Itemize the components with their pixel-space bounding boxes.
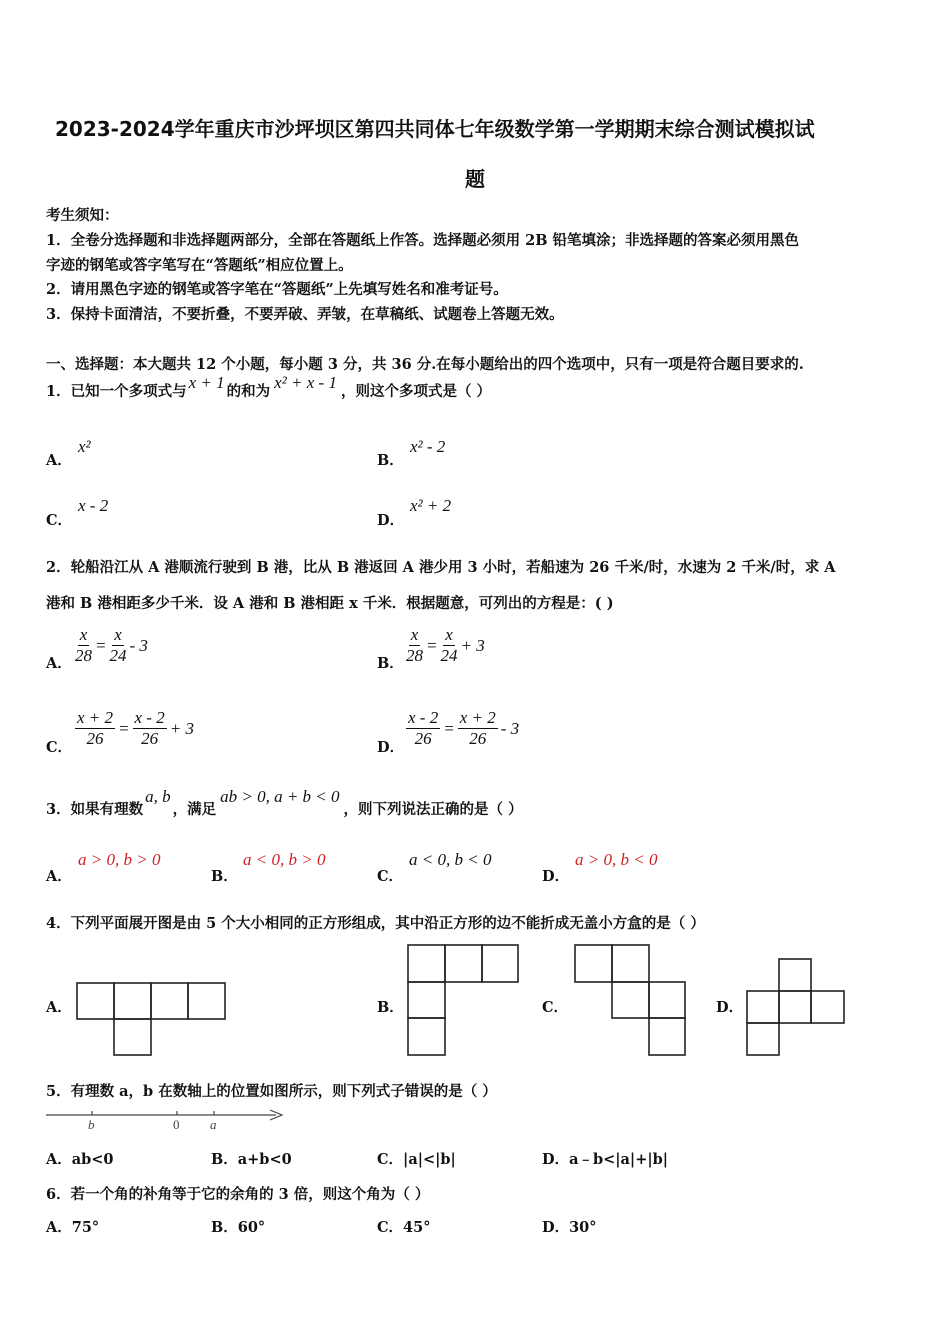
q2-c-frac-2: $\frac{x - 2}{26}$: [134, 708, 165, 748]
q5-option-d[interactable]: D．a﹣b<|a|+|b|: [542, 1151, 669, 1168]
q4-net-d[interactable]: [746, 958, 846, 1056]
notice-heading: 考生须知：: [46, 207, 119, 224]
q2-a-frac-2: $\frac{x}{24}$: [109, 625, 127, 665]
q6-option-b[interactable]: B．60°: [211, 1219, 266, 1236]
net-b-square: [482, 945, 518, 982]
q3-text-1: 3．如果有理数: [46, 801, 144, 818]
q3-math-2: ab > 0, a + b < 0: [220, 786, 340, 806]
q1-text-3: ，则这个多项式是（ ）: [340, 383, 492, 400]
q3-option-c[interactable]: a < 0, b < 0: [409, 850, 492, 869]
q3-option-b-label: B．: [211, 868, 238, 885]
net-c-square: [575, 945, 612, 982]
notice-item-1: 1．全卷分选择题和非选择题两部分，全部在答题纸上作答。选择题必须用 2B 铅笔填涂；非选择题的答案必须用黑色: [46, 232, 800, 249]
q5-option-a[interactable]: A．ab<0: [46, 1151, 114, 1168]
net-d-square: [747, 1023, 779, 1055]
notice-item-3: 3．保持卡面清洁，不要折叠，不要弄破、弄皱，在草稿纸、试题卷上答题无效。: [46, 306, 564, 323]
q6-option-c[interactable]: C．45°: [377, 1219, 431, 1236]
net-b-square: [408, 945, 445, 982]
net-d-square: [779, 991, 811, 1023]
axis-label-a: a: [210, 1117, 217, 1132]
q2-d-tail: - 3: [500, 718, 520, 738]
net-c-square: [612, 982, 649, 1018]
q1-option-d[interactable]: x² + 2: [410, 496, 452, 515]
page-title: 2023-2024学年重庆市沙坪坝区第四共同体七年级数学第一学期期末综合测试模拟试: [55, 117, 815, 141]
net-a-square: [188, 983, 225, 1019]
axis-label-b: b: [88, 1117, 95, 1132]
page-title-continued: 题: [465, 167, 485, 191]
net-a-square: [151, 983, 188, 1019]
net-a-square: [114, 983, 151, 1019]
q2-d-frac-2: $\frac{x + 2}{26}$: [459, 708, 496, 748]
q2-option-d-label: D．: [377, 739, 405, 756]
q5-option-b[interactable]: B．a+b<0: [211, 1151, 292, 1168]
question-4: 4．下列平面展开图是由 5 个大小相同的正方形组成，其中沿正方形的边不能折成无盖小方盒的是（ ）: [46, 915, 705, 932]
q1-option-b[interactable]: x² - 2: [410, 437, 446, 456]
q2-b-eq: =: [426, 635, 438, 655]
q1-option-c-label: C．: [46, 512, 73, 529]
q3-option-a[interactable]: a > 0, b > 0: [78, 850, 161, 869]
net-d-square: [811, 991, 844, 1023]
q4-net-c[interactable]: [574, 944, 686, 1056]
question-6: 6．若一个角的补角等于它的余角的 3 倍，则这个角为（ ）: [46, 1186, 430, 1203]
q1-text-2: 的和为: [226, 383, 271, 400]
q4-net-b[interactable]: [407, 944, 519, 1056]
net-c-square: [612, 945, 649, 982]
q2-option-c[interactable]: [72, 709, 194, 748]
q1-option-c[interactable]: x - 2: [78, 496, 109, 515]
q2-option-b[interactable]: [403, 626, 485, 665]
q4-option-c-label: C．: [542, 999, 569, 1016]
q4-option-a-label: A．: [46, 999, 72, 1016]
question-2-line-1: 2．轮船沿江从 A 港顺流行驶到 B 港，比从 B 港返回 A 港少用 3 小时，若船速为 26 千米/时，水速为 2 千米/时，求 A: [46, 559, 836, 576]
q6-option-a[interactable]: A．75°: [46, 1219, 100, 1236]
q2-a-eq: =: [95, 635, 107, 655]
q4-option-d-label: D．: [716, 999, 744, 1016]
q2-b-frac-2: $\frac{x}{24}$: [440, 625, 458, 665]
q2-c-eq: =: [118, 718, 130, 738]
q5-number-line: [44, 1104, 288, 1136]
net-d-square: [779, 959, 811, 991]
q2-option-b-label: B．: [377, 655, 404, 672]
q1-math-2: x² + x - 1: [274, 372, 337, 392]
q1-option-a-label: A．: [46, 452, 72, 469]
q2-option-c-label: C．: [46, 739, 73, 756]
q2-d-frac-1: $\frac{x - 2}{26}$: [408, 708, 439, 748]
net-a-square: [77, 983, 114, 1019]
q1-text-1: 1．已知一个多项式与: [46, 383, 187, 400]
q2-option-d[interactable]: [403, 709, 519, 748]
q5-option-c[interactable]: C．|a|<|b|: [377, 1151, 456, 1168]
q2-option-a[interactable]: [72, 626, 148, 665]
q1-math-1: x + 1: [188, 372, 225, 392]
question-5: 5．有理数 a，b 在数轴上的位置如图所示，则下列式子错误的是（ ）: [46, 1083, 497, 1100]
q2-a-tail: - 3: [129, 635, 148, 655]
net-c-square: [649, 1018, 685, 1055]
q2-b-frac-1: $\frac{x}{28}$: [406, 625, 423, 665]
q1-option-d-label: D．: [377, 512, 405, 529]
q3-option-c-label: C．: [377, 868, 404, 885]
net-c-square: [649, 982, 685, 1018]
question-2-line-2: 港和 B 港相距多少千米．设 A 港和 B 港相距 x 千米．根据题意，可列出的方程是：( ): [46, 595, 614, 612]
q1-option-a[interactable]: x²: [78, 437, 91, 456]
q3-option-a-label: A．: [46, 868, 72, 885]
q4-net-a[interactable]: [77, 982, 227, 1056]
question-1: [46, 372, 492, 401]
q3-text-2: ，满足: [172, 801, 217, 818]
net-d-square: [747, 991, 779, 1023]
q6-option-d[interactable]: D．30°: [542, 1219, 597, 1236]
net-b-square: [445, 945, 482, 982]
net-b-square: [408, 982, 445, 1018]
question-3: [46, 786, 523, 819]
q2-option-a-label: A．: [46, 655, 72, 672]
q2-b-tail: + 3: [460, 635, 485, 655]
notice-item-1-cont: 字迹的钢笔或答字笔写在“答题纸”相应位置上。: [46, 257, 353, 274]
section-heading: 一、选择题：本大题共 12 个小题，每小题 3 分，共 36 分.在每小题给出的四个选项中，只有一项是符合题目要求的.: [46, 356, 804, 373]
axis-label-0: 0: [173, 1117, 180, 1132]
q3-math-1: a, b: [145, 786, 171, 806]
net-b-square: [408, 1018, 445, 1055]
q2-c-frac-1: $\frac{x + 2}{26}$: [77, 708, 114, 748]
net-a-square: [114, 1019, 151, 1055]
q2-d-eq: =: [443, 718, 455, 738]
notice-item-2: 2．请用黑色字迹的钢笔或答字笔在“答题纸”上先填写姓名和准考证号。: [46, 281, 508, 298]
q3-option-b[interactable]: a < 0, b > 0: [243, 850, 326, 869]
q2-a-frac-1: $\frac{x}{28}$: [75, 625, 92, 665]
q3-option-d[interactable]: a > 0, b < 0: [575, 850, 658, 869]
q3-text-3: ，则下列说法正确的是（ ）: [343, 801, 523, 818]
q3-option-d-label: D．: [542, 868, 570, 885]
q4-option-b-label: B．: [377, 999, 404, 1016]
q1-option-b-label: B．: [377, 452, 404, 469]
q2-c-tail: + 3: [169, 718, 194, 738]
